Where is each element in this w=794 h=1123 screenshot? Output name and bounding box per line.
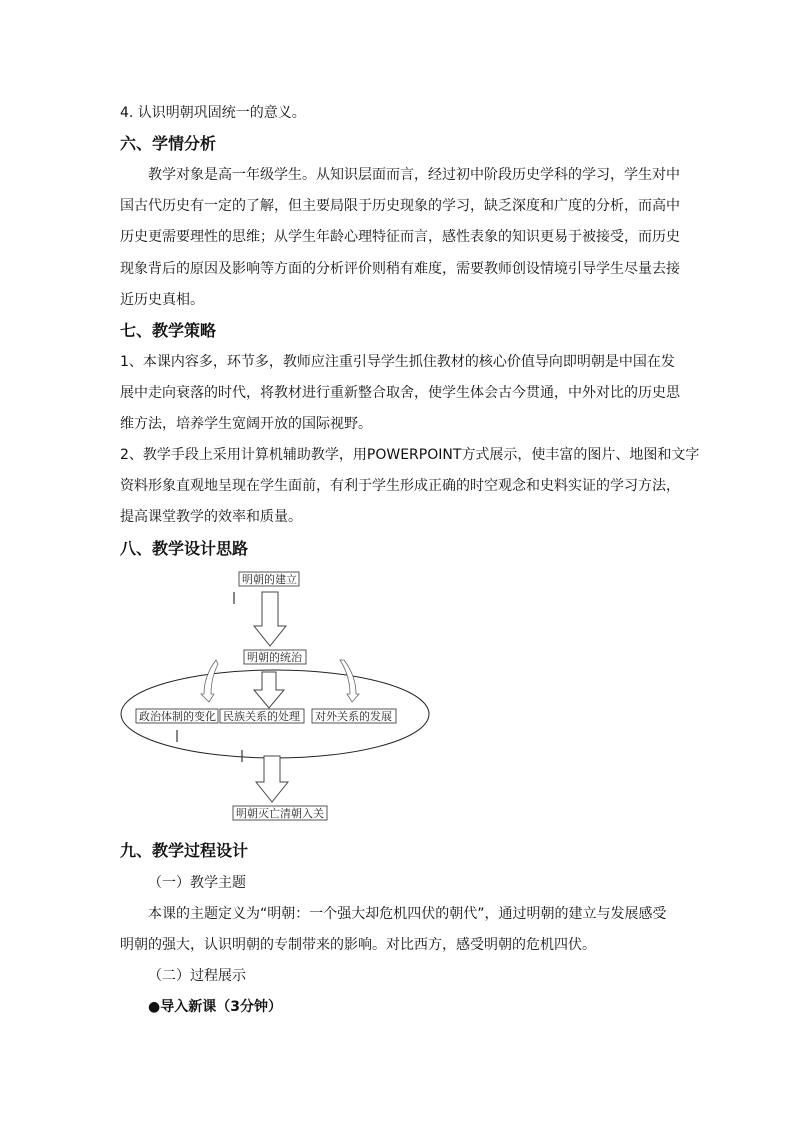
section6-line-3: 历史更需要理性的思维；从学生年龄心理特征而言，感性表象的知识更易于被接受，而历史: [120, 229, 680, 245]
node-bottom-label: 明朝灭亡清朝入关: [236, 807, 324, 820]
node-top-label: 明朝的建立: [242, 573, 297, 586]
arrow-down-icon: [254, 592, 286, 646]
arrow-down-small-icon: [254, 672, 284, 708]
section7-line-2: 展中走向衰落的时代，将教材进行重新整合取舍，使学生体会古今贯通，中外对比的历史思: [120, 385, 680, 401]
theme-line-1: 本课的主题定义为“明朝：一个强大却危机四伏的朝代”，通过明朝的建立与发展感受: [148, 906, 667, 922]
objective-4: 4. 认识明朝巩固统一的意义。: [120, 105, 306, 121]
node-center-label: 民族关系的处理: [223, 710, 300, 723]
teaching-design-diagram: [118, 566, 438, 826]
section6-line-5: 近历史真相。: [120, 292, 204, 308]
section9-title: 九、教学过程设计: [120, 841, 249, 860]
curved-arrow-right-icon: [340, 660, 359, 702]
node-middle-label: 明朝的统治: [247, 651, 302, 664]
section7-title: 七、教学策略: [120, 321, 217, 340]
section6-line-4: 现象背后的原因及影响等方面的分析评价则稍有难度，需要教师创设情境引导学生尽量去接: [120, 261, 680, 277]
node-right-label: 对外关系的发展: [315, 710, 392, 723]
section6-line-2: 国古代历史有一定的了解，但主要局限于历史现象的学习，缺乏深度和广度的分析，而高中: [120, 198, 680, 214]
arrow-down-icon: [256, 756, 288, 802]
section6-line-1: 教学对象是高一年级学生。从知识层面而言，经过初中阶段历史学科的学习，学生对中: [148, 167, 680, 183]
node-left-label: 政治体制的变化: [139, 710, 216, 723]
section7-line-5: 资料形象直观地呈现在学生面前，有利于学生形成正确的时空观念和史料实证的学习方法，: [120, 478, 680, 494]
step-intro: ●导入新课（3分钟）: [148, 999, 282, 1015]
section7-line-1: 1、本课内容多，环节多，教师应注重引导学生抓住教材的核心价值导向即明朝是中国在发: [120, 354, 675, 370]
section7-line-6: 提高课堂教学的效率和质量。: [120, 509, 302, 525]
section9-sub1: （一）教学主题: [148, 875, 246, 891]
curved-arrow-left-icon: [201, 660, 218, 702]
section8-title: 八、教学设计思路: [120, 539, 249, 558]
section7-line-3: 维方法，培养学生宽阔开放的国际视野。: [120, 416, 372, 432]
section9-sub2: （二）过程展示: [148, 968, 246, 984]
theme-line-2: 明朝的强大，认识明朝的专制带来的影响。对比西方，感受明朝的危机四伏。: [120, 937, 596, 953]
section6-title: 六、学情分析: [120, 134, 217, 153]
section7-line-4: 2、教学手段上采用计算机辅助教学，用POWERPOINT方式展示，使丰富的图片、地图和文字: [120, 447, 700, 463]
